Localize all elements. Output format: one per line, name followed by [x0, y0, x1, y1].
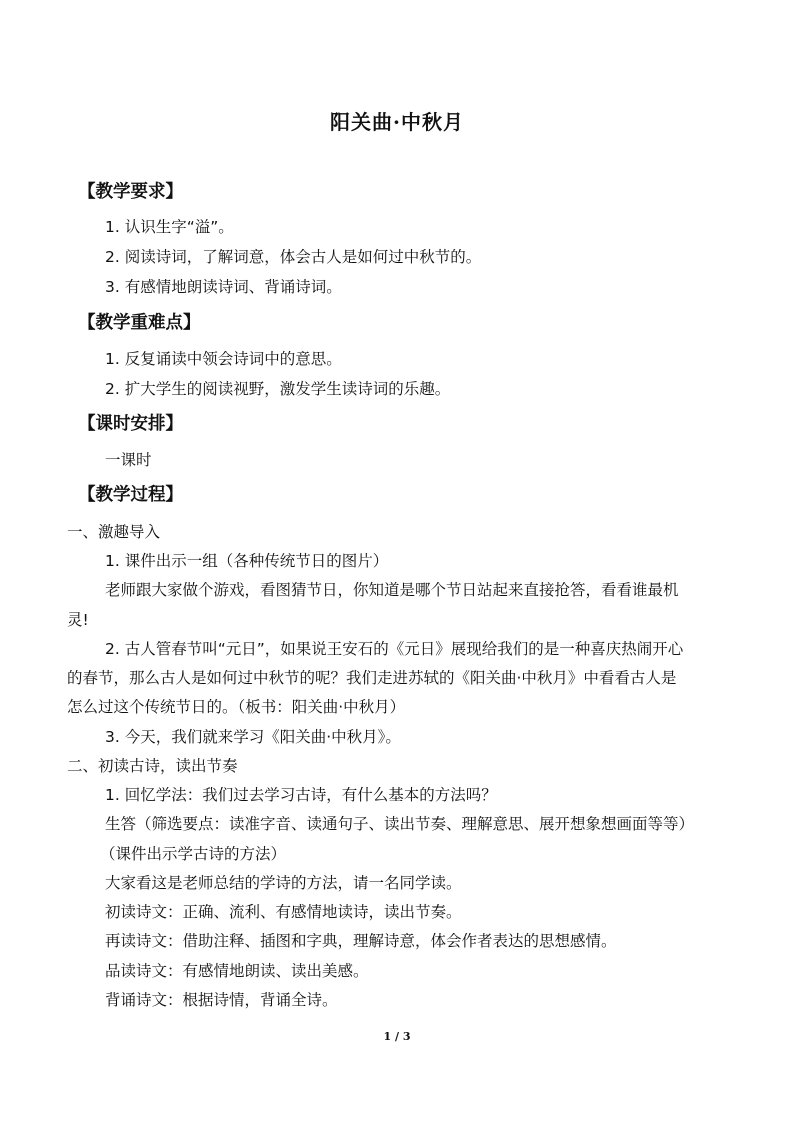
- process-paragraph: 1. 课件出示一组（各种传统节日的图片）: [105, 552, 389, 570]
- requirement-item: 2. 阅读诗词，了解词意，体会古人是如何过中秋节的。: [105, 248, 482, 266]
- key-point-item: 1. 反复诵读中领会诗词中的意思。: [105, 350, 342, 368]
- requirement-item: 1. 认识生字“溢”。: [105, 218, 234, 236]
- process-part-title: 一、激趣导入: [67, 523, 161, 541]
- process-paragraph: 初读诗文：正确、流利、有感情地读诗，读出节奏。: [105, 903, 462, 921]
- process-part-title: 二、初读古诗，读出节奏: [67, 757, 238, 775]
- section-heading-schedule: 【课时安排】: [78, 414, 183, 434]
- process-paragraph: 背诵诗文：根据诗情，背诵全诗。: [105, 991, 338, 1009]
- process-paragraph: 2. 古人管春节叫“元日”，如果说王安石的《元日》展现给我们的是一种喜庆热闹开心: [105, 640, 684, 658]
- schedule-text: 一课时: [105, 451, 152, 469]
- key-point-item: 2. 扩大学生的阅读视野，激发学生读诗词的乐趣。: [105, 380, 451, 398]
- process-paragraph: （课件出示学古诗的方法）: [100, 845, 287, 863]
- process-paragraph: 老师跟大家做个游戏，看图猜节日，你知道是哪个节日站起来直接抢答，看看谁最机: [105, 581, 679, 599]
- section-heading-process: 【教学过程】: [78, 485, 183, 505]
- process-paragraph: 大家看这是老师总结的学诗的方法，请一名同学读。: [105, 874, 462, 892]
- process-paragraph: 怎么过这个传统节日的。（板书：阳关曲·中秋月）: [67, 698, 406, 716]
- process-paragraph: 再读诗文：借助注释、插图和字典，理解诗意，体会作者表达的思想感情。: [105, 932, 617, 950]
- process-paragraph: 品读诗文：有感情地朗读、读出美感。: [105, 962, 369, 980]
- requirement-item: 3. 有感情地朗读诗词、背诵诗词。: [105, 278, 342, 296]
- page-title: 阳关曲·中秋月: [330, 110, 464, 134]
- process-paragraph: 生答（筛选要点：读准字音、读通句子、读出节奏、理解意思、展开想象想画面等等）: [105, 815, 695, 833]
- section-heading-key-points: 【教学重难点】: [78, 313, 201, 333]
- process-paragraph: 灵!: [67, 611, 89, 629]
- process-paragraph: 1. 回忆学法：我们过去学习古诗，有什么基本的方法吗？: [105, 786, 497, 804]
- section-heading-requirements: 【教学要求】: [78, 182, 183, 202]
- process-paragraph: 3. 今天，我们就来学习《阳关曲·中秋月》。: [105, 728, 401, 746]
- page-number: 1 / 3: [383, 1030, 411, 1043]
- process-paragraph: 的春节，那么古人是如何过中秋节的呢？我们走进苏轼的《阳关曲·中秋月》中看看古人是: [67, 669, 677, 687]
